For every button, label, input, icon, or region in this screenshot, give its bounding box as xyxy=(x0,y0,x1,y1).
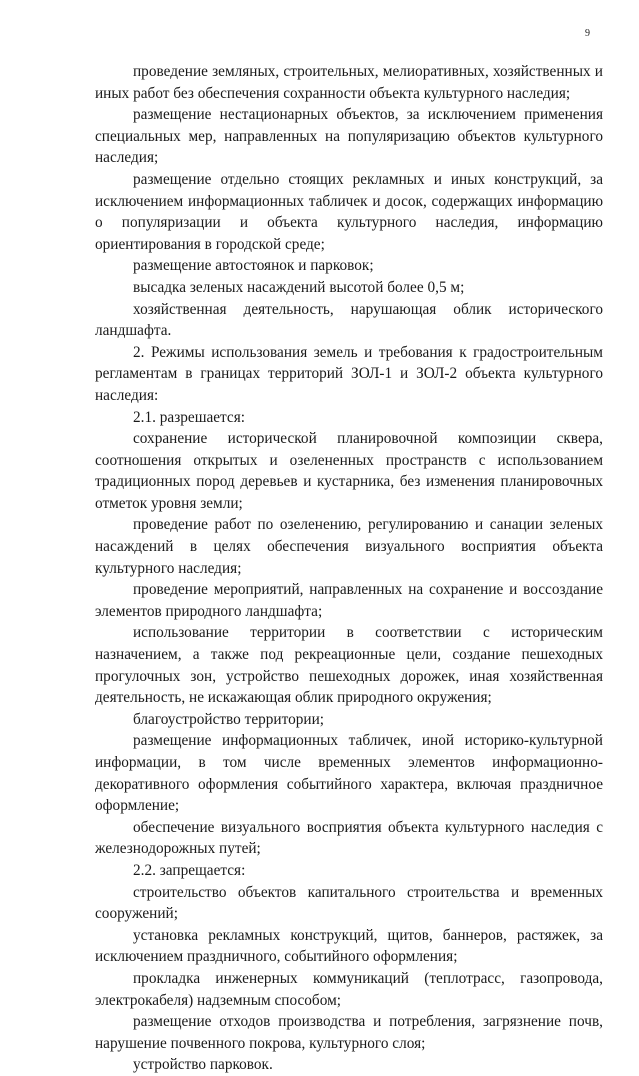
paragraph-advertising-structures: размещение отдельно стоящих рекламных и иных конструкций, за исключением информационных табличек и досок, содержащих информацию о популяризации и объекта культурного наследия, информацию ориентирования в городской среде; xyxy=(95,170,603,253)
paragraph-natural-landscape: проведение мероприятий, направленных на сохранение и воссоздание элементов природного ландшафта; xyxy=(95,581,603,620)
paragraph-improvement: благоустройство территории; xyxy=(133,710,325,728)
paragraph-planting-height: высадка зеленых насаждений высотой более 0,5 м; xyxy=(133,278,465,296)
page-number: 9 xyxy=(585,28,590,39)
paragraph-earthworks-prohibition: проведение земляных, строительных, мелиоративных, хозяйственных и иных работ без обеспечения сохранности объекта культурного наследия; xyxy=(95,63,603,102)
section-heading-land-use-regimes: 2. Режимы использования земель и требования к градостроительным регламентам в границах территорий ЗОЛ-1 и ЗОЛ-2 объекта культурного наследия: xyxy=(95,343,603,404)
paragraph-waste-placement: размещение отходов производства и потребления, загрязнение почв, нарушение почвенного покрова, культурного слоя; xyxy=(95,1013,603,1052)
paragraph-landscape-activity: хозяйственная деятельность, нарушающая облик исторического ландшафта. xyxy=(95,300,603,340)
paragraph-preserve-composition: сохранение исторической планировочной композиции сквера, соотношения открытых и озелененных пространств с использованием традиционных пород деревьев и кустарника, без изменения планировочных отметок уровня земли; xyxy=(95,430,603,512)
paragraph-visual-perception: обеспечение визуального восприятия объекта культурного наследия с железнодорожных путей; xyxy=(95,818,603,858)
paragraph-parking-lots: размещение автостоянок и парковок; xyxy=(133,257,374,275)
subsection-heading-permitted: 2.1. разрешается: xyxy=(133,408,245,426)
subsection-heading-prohibited: 2.2. запрещается: xyxy=(133,861,246,879)
paragraph-advertising-installation: установка рекламных конструкций, щитов, баннеров, растяжек, за исключением праздничного, событийного оформления; xyxy=(95,926,603,966)
paragraph-parking-arrangement: устройство парковок. xyxy=(133,1056,273,1074)
paragraph-information-signs: размещение информационных табличек, иной историко-культурной информации, в том числе временных элементов информационно-декоративного оформления событийного характера, включая праздничное оформление; xyxy=(95,732,603,815)
paragraph-landscaping-works: проведение работ по озеленению, регулированию и санации зеленых насаждений в целях обеспечения визуального восприятия объекта культурного наследия; xyxy=(95,516,603,577)
paragraph-non-stationary-objects: размещение нестационарных объектов, за исключением применения специальных мер, направленных на популяризацию объектов культурного наследия; xyxy=(95,106,603,167)
paragraph-capital-construction: строительство объектов капитального строительства и временных сооружений; xyxy=(95,883,603,923)
paragraph-engineering-communications: прокладка инженерных коммуникаций (теплотрасс, газопровода, электрокабеля) надземным способом; xyxy=(95,969,603,1009)
document-body xyxy=(95,61,603,1076)
paragraph-territory-use: использование территории в соответствии с историческим назначением, а также под рекреационные цели, создание пешеходных прогулочных зон, устройство пешеходных дорожек, иная хозяйственная деятельность, не искажающая облик природного окружения; xyxy=(95,624,603,707)
